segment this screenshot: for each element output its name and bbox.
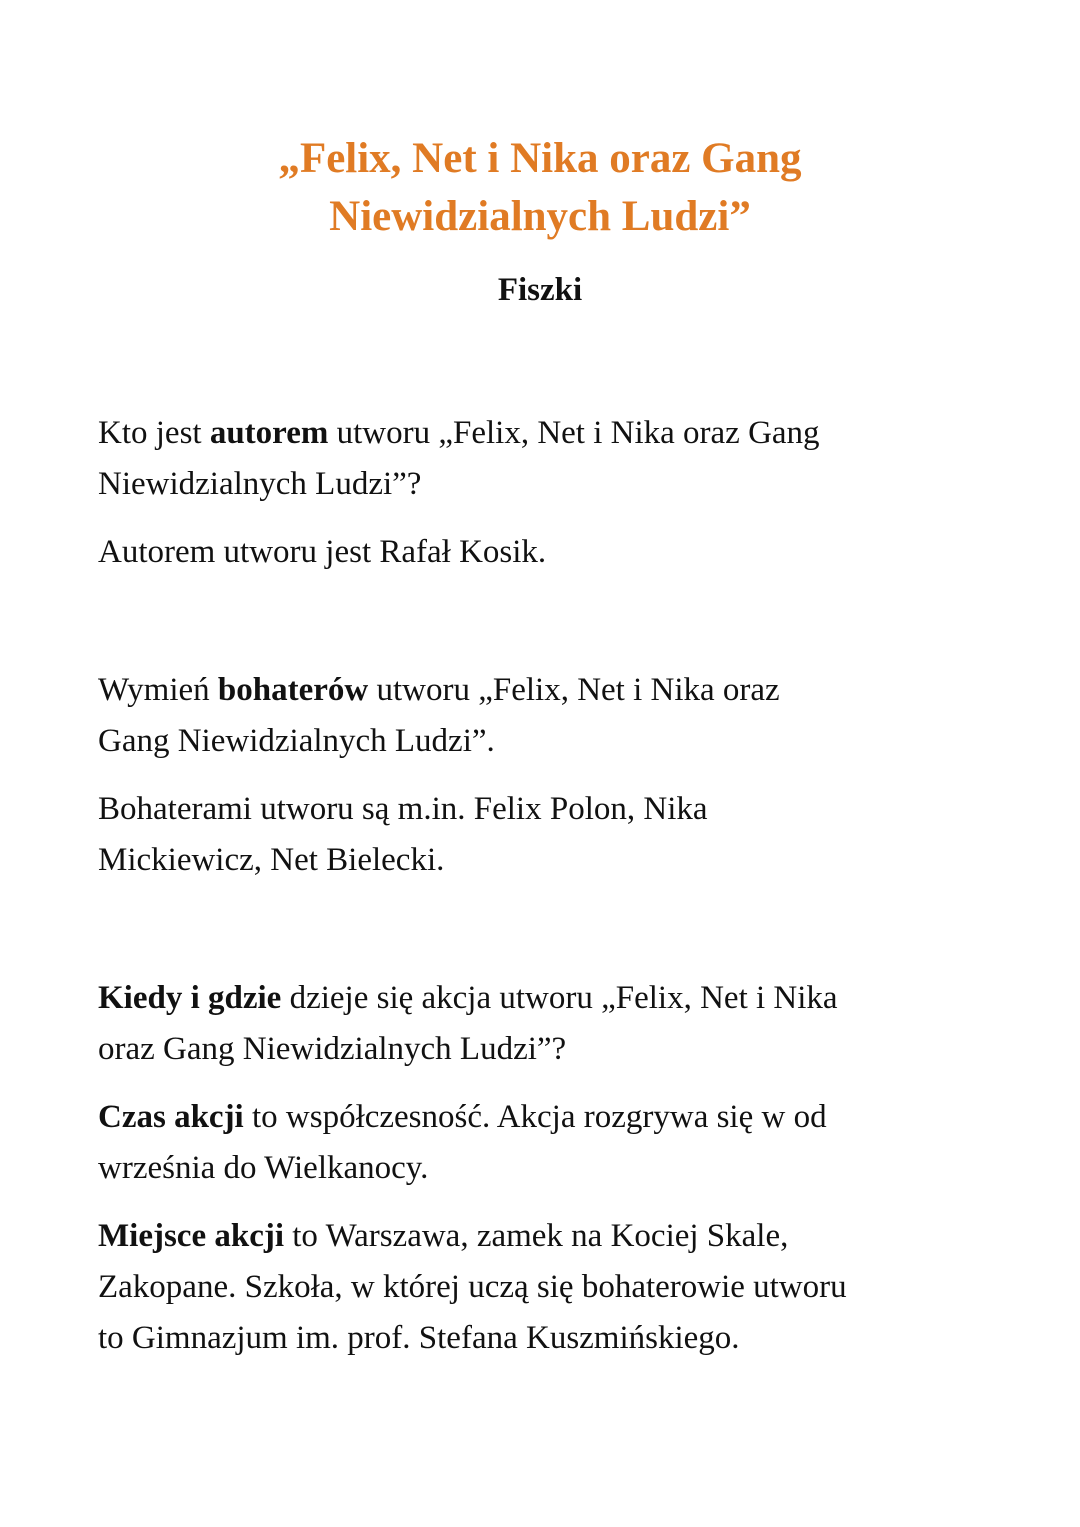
- document-title: [0, 130, 1080, 246]
- title-line: „Felix, Net i Nika oraz Gang: [278, 135, 802, 182]
- text-line: Niewidzialnych Ludzi”?: [98, 466, 422, 502]
- text-line: Gang Niewidzialnych Ludzi”.: [98, 723, 495, 759]
- text-line: Mickiewicz, Net Bielecki.: [98, 842, 445, 878]
- text-line: Kto jest autorem utworu „Felix, Net i Nika oraz Gang: [98, 415, 820, 451]
- text-line: to Gimnazjum im. prof. Stefana Kuszmińskiego.: [98, 1320, 740, 1356]
- text-line: Czas akcji to współczesność. Akcja rozgrywa się w od: [98, 1099, 827, 1135]
- title-line: Niewidzialnych Ludzi”: [329, 193, 751, 240]
- document-subtitle: Fiszki: [497, 272, 583, 308]
- bold-keyword: Miejsce akcji: [98, 1218, 284, 1254]
- flashcard-answer: [98, 1092, 998, 1194]
- flashcard: [98, 665, 998, 886]
- flashcard-answer: [98, 527, 998, 578]
- flashcard-question: [98, 973, 998, 1075]
- text-line: Bohaterami utworu są m.in. Felix Polon, Nika: [98, 791, 708, 827]
- flashcard: [98, 408, 998, 578]
- flashcard-answer: [98, 784, 998, 886]
- flashcards: [98, 408, 998, 1451]
- flashcard-answer: [98, 1211, 998, 1364]
- bold-keyword: Czas akcji: [98, 1099, 244, 1135]
- text-line: Wymień bohaterów utworu „Felix, Net i Nika oraz: [98, 672, 780, 708]
- text-line: Miejsce akcji to Warszawa, zamek na Kociej Skale,: [98, 1218, 789, 1254]
- flashcard-question: [98, 408, 998, 510]
- bold-keyword: bohaterów: [217, 672, 369, 708]
- text-line: Zakopane. Szkoła, w której uczą się bohaterowie utworu: [98, 1269, 847, 1305]
- flashcard-question: [98, 665, 998, 767]
- text-line: oraz Gang Niewidzialnych Ludzi”?: [98, 1031, 567, 1067]
- text-line: września do Wielkanocy.: [98, 1150, 429, 1186]
- text-line: Kiedy i gdzie dzieje się akcja utworu „Felix, Net i Nika: [98, 980, 838, 1016]
- flashcard: [98, 973, 998, 1364]
- bold-keyword: autorem: [209, 415, 329, 451]
- bold-keyword: Kiedy i gdzie: [98, 980, 282, 1016]
- text-line: Autorem utworu jest Rafał Kosik.: [98, 534, 547, 570]
